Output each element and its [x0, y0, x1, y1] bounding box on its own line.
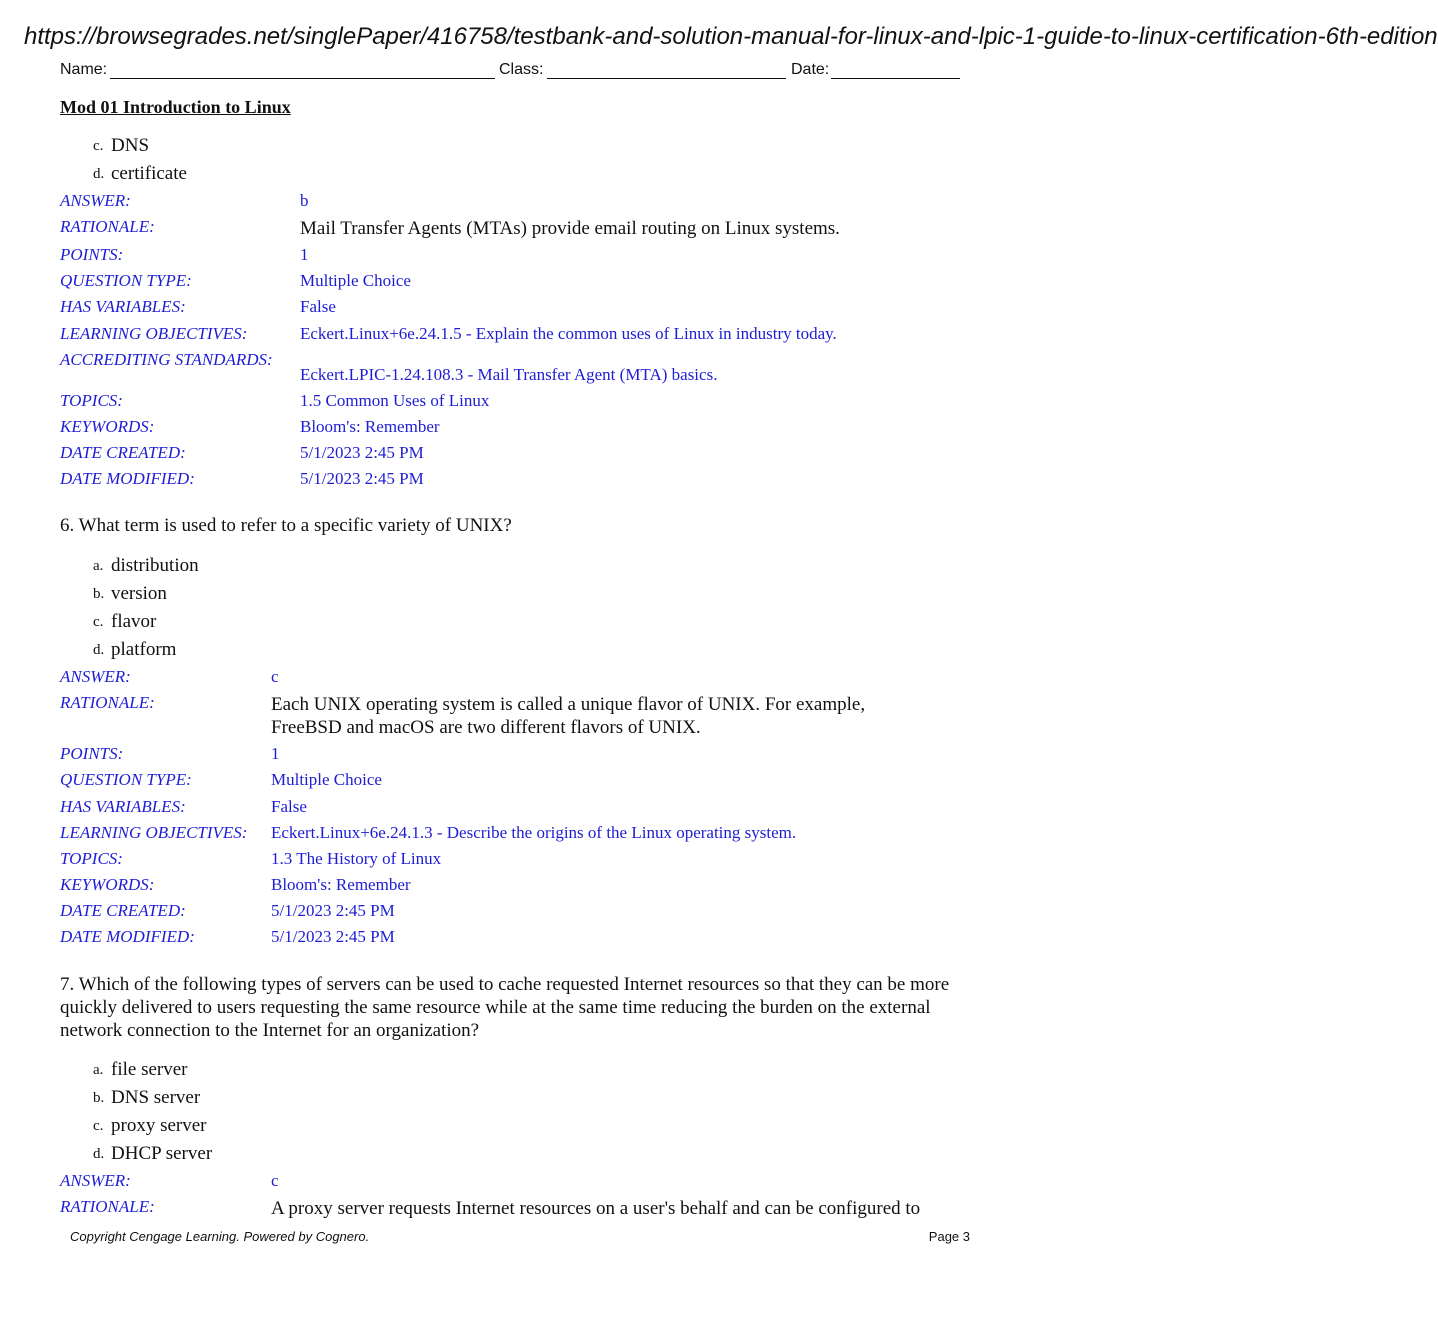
option-letter: a. — [93, 558, 104, 574]
date-created-label: DATE CREATED: — [60, 901, 186, 920]
has-variables-label: HAS VARIABLES: — [60, 797, 186, 816]
option-letter: c. — [93, 138, 104, 154]
question-type-value: Multiple Choice — [300, 271, 411, 290]
keywords-label: KEYWORDS: — [60, 875, 155, 894]
question-text: 7. Which of the following types of servers can be used to cache requested Internet resources so that they can be more quickly delivered to users requesting the same resource while at the same time reducing the burden on the external network connection to the Internet for an organization? — [60, 974, 950, 1041]
answer-value: c — [271, 667, 279, 686]
topics-label: TOPICS: — [60, 849, 123, 868]
answer-label: ANSWER: — [60, 1171, 131, 1190]
learning-objectives-value: Eckert.Linux+6e.24.1.5 - Explain the common uses of Linux in industry today. — [300, 324, 837, 343]
page-number: Page 3 — [928, 1229, 970, 1244]
date-modified-label: DATE MODIFIED: — [60, 469, 195, 488]
topics-value: 1.3 The History of Linux — [271, 849, 442, 868]
date-label: Date: — [791, 61, 830, 78]
points-label: POINTS: — [60, 744, 124, 763]
option-text: distribution — [111, 555, 199, 576]
option-letter: d. — [93, 642, 105, 658]
answer-label: ANSWER: — [60, 667, 131, 686]
keywords-label: KEYWORDS: — [60, 417, 155, 436]
has-variables-value: False — [300, 297, 336, 316]
name-label: Name: — [60, 61, 108, 78]
has-variables-label: HAS VARIABLES: — [60, 297, 186, 316]
option-text: version — [111, 583, 167, 604]
date-field[interactable] — [831, 78, 960, 79]
answer-value: b — [300, 191, 309, 210]
option-letter: b. — [93, 1090, 105, 1106]
name-field[interactable] — [110, 78, 495, 79]
learning-objectives-label: LEARNING OBJECTIVES: — [60, 324, 248, 343]
option-text: certificate — [111, 163, 187, 184]
question-type-label: QUESTION TYPE: — [60, 271, 192, 290]
rationale-label: RATIONALE: — [60, 693, 155, 712]
points-value: 1 — [300, 245, 309, 264]
copyright-footer: Copyright Cengage Learning. Powered by Cognero. — [70, 1229, 370, 1244]
accrediting-standards-value: Eckert.LPIC-1.24.108.3 - Mail Transfer Agent (MTA) basics. — [300, 365, 718, 384]
points-value: 1 — [271, 744, 280, 763]
student-info-header — [60, 60, 960, 80]
points-label: POINTS: — [60, 245, 124, 264]
option-text: proxy server — [111, 1115, 207, 1136]
class-label: Class: — [499, 61, 544, 78]
learning-objectives-value: Eckert.Linux+6e.24.1.3 - Describe the origins of the Linux operating system. — [271, 823, 797, 842]
option-text: DHCP server — [111, 1143, 213, 1164]
date-created-label: DATE CREATED: — [60, 443, 186, 462]
rationale-text: Mail Transfer Agents (MTAs) provide email routing on Linux systems. — [300, 218, 840, 239]
rationale-label: RATIONALE: — [60, 217, 155, 236]
rationale-label: RATIONALE: — [60, 1197, 155, 1216]
date-modified-value: 5/1/2023 2:45 PM — [271, 927, 395, 946]
option-text: DNS server — [111, 1087, 201, 1108]
rationale-text: Each UNIX operating system is called a unique flavor of UNIX. For example, FreeBSD and macOS are two different flavors of UNIX. — [271, 694, 866, 738]
option-letter: c. — [93, 614, 104, 630]
has-variables-value: False — [271, 797, 307, 816]
option-text: flavor — [111, 611, 157, 632]
date-created-value: 5/1/2023 2:45 PM — [300, 443, 424, 462]
option-text: file server — [111, 1059, 188, 1080]
option-letter: c. — [93, 1118, 104, 1134]
date-modified-label: DATE MODIFIED: — [60, 927, 195, 946]
learning-objectives-label: LEARNING OBJECTIVES: — [60, 823, 248, 842]
question-text: 6. What term is used to refer to a specific variety of UNIX? — [60, 515, 512, 536]
option-letter: b. — [93, 586, 105, 602]
topics-value: 1.5 Common Uses of Linux — [300, 391, 490, 410]
date-created-value: 5/1/2023 2:45 PM — [271, 901, 395, 920]
option-text: DNS — [111, 135, 150, 156]
keywords-value: Bloom's: Remember — [271, 875, 411, 894]
module-title: Mod 01 Introduction to Linux — [60, 97, 291, 117]
accrediting-standards-label: ACCREDITING STANDARDS: — [60, 350, 273, 369]
question-type-label: QUESTION TYPE: — [60, 770, 192, 789]
option-text: platform — [111, 639, 177, 660]
question-type-value: Multiple Choice — [271, 770, 382, 789]
source-url: https://browsegrades.net/singlePaper/416758/testbank-and-solution-manual-for-linux-and-lpic-1-guide-to-linux-certification-6th-edition — [24, 23, 1438, 50]
date-modified-value: 5/1/2023 2:45 PM — [300, 469, 424, 488]
class-field[interactable] — [547, 78, 786, 79]
option-letter: d. — [93, 166, 105, 182]
keywords-value: Bloom's: Remember — [300, 417, 440, 436]
topics-label: TOPICS: — [60, 391, 123, 410]
answer-label: ANSWER: — [60, 191, 131, 210]
rationale-text: A proxy server requests Internet resources on a user's behalf and can be configured to — [271, 1198, 921, 1219]
option-letter: d. — [93, 1146, 105, 1162]
option-letter: a. — [93, 1062, 104, 1078]
answer-value: c — [271, 1171, 279, 1190]
